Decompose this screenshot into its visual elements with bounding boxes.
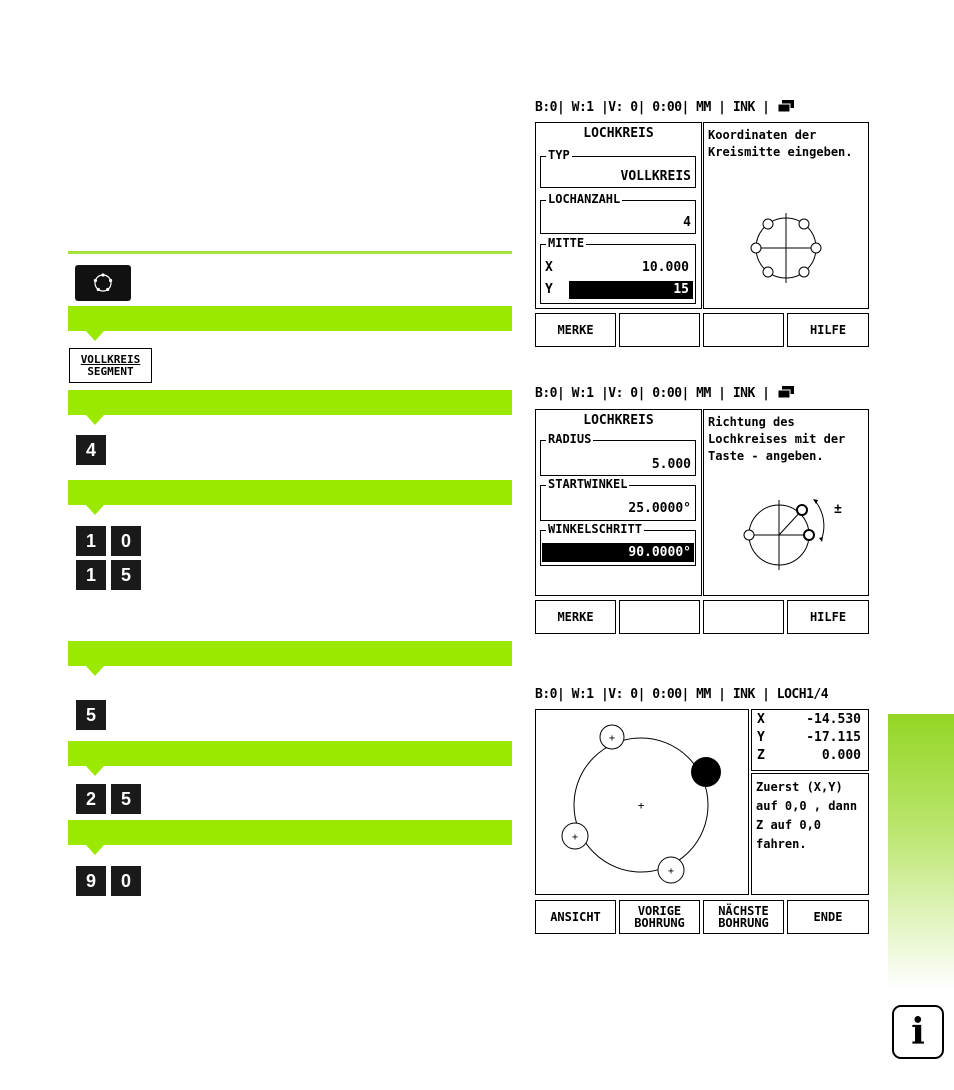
svg-text:+: + bbox=[571, 832, 579, 843]
status-line: B:0| W:1 |V: 0| 0:00| MM | INK | bbox=[535, 386, 875, 406]
lochkreis-form bbox=[535, 122, 702, 309]
key-9[interactable]: 9 bbox=[76, 866, 106, 896]
y-input-highlight[interactable]: 15 bbox=[569, 281, 693, 299]
form-title: LOCHKREIS bbox=[583, 126, 654, 141]
key-4[interactable]: 4 bbox=[76, 435, 106, 465]
circle-center-illustration bbox=[741, 203, 831, 293]
step-bar-3 bbox=[68, 480, 512, 505]
hilfe-softkey[interactable]: HILFE bbox=[787, 600, 869, 634]
step-bar-6 bbox=[68, 820, 512, 845]
startwinkel-field[interactable]: STARTWINKEL 25.0000° bbox=[540, 485, 696, 521]
pos-y-row: Y -17.115 bbox=[757, 730, 861, 745]
ansicht-softkey[interactable]: ANSICHT bbox=[535, 900, 616, 934]
empty-softkey-2[interactable] bbox=[619, 313, 700, 347]
status-line: B:0| W:1 |V: 0| 0:00| MM | INK | LOCH1/4 bbox=[535, 687, 829, 702]
status-line: B:0| W:1 |V: 0| 0:00| MM | INK | bbox=[535, 100, 875, 120]
radius-field[interactable]: RADIUS 5.000 bbox=[540, 440, 696, 476]
step-bar-1 bbox=[68, 306, 512, 331]
form-title: LOCHKREIS bbox=[583, 413, 654, 428]
bolt-circle-graphic bbox=[536, 710, 748, 894]
key-2[interactable]: 2 bbox=[76, 784, 106, 814]
mitte-y-row[interactable]: Y 15 bbox=[543, 281, 693, 299]
svg-text:+: + bbox=[667, 866, 675, 877]
step-bar-5 bbox=[68, 741, 512, 766]
empty-softkey-2[interactable] bbox=[619, 600, 700, 634]
step-bar-4 bbox=[68, 641, 512, 666]
mitte-field: MITTE X 10.000 Y 15 bbox=[540, 244, 696, 304]
svg-text:+: + bbox=[608, 733, 616, 744]
info-icon: i bbox=[892, 1005, 944, 1059]
help-text: Koordinaten der Kreismitte eingeben. bbox=[708, 128, 853, 159]
help-text: Richtung des Lochkreises mit der Taste - angeben. bbox=[708, 415, 846, 463]
plus-minus-symbol: ± bbox=[834, 502, 842, 517]
key-5[interactable]: 5 bbox=[111, 560, 141, 590]
lochkreis-form bbox=[535, 409, 702, 596]
key-5[interactable]: 5 bbox=[76, 700, 106, 730]
help-text: Zuerst (X,Y) auf 0,0 , dann Z auf 0,0 fahren. bbox=[756, 780, 858, 851]
section-divider bbox=[68, 251, 512, 254]
help-pane bbox=[703, 122, 869, 309]
typ-field[interactable]: TYP VOLLKREIS bbox=[540, 156, 696, 188]
lochanzahl-field[interactable]: LOCHANZAHL 4 bbox=[540, 200, 696, 234]
step-bar-2 bbox=[68, 390, 512, 415]
mitte-x-row[interactable]: X 10.000 bbox=[545, 260, 689, 275]
key-1[interactable]: 1 bbox=[76, 560, 106, 590]
window-stack-icon bbox=[777, 386, 795, 398]
pos-x-row: X -14.530 bbox=[757, 712, 861, 727]
softkey-line1: VOLLKREIS bbox=[80, 352, 141, 366]
hilfe-softkey[interactable]: HILFE bbox=[787, 313, 869, 347]
merke-softkey[interactable]: MERKE bbox=[535, 313, 616, 347]
help-pane bbox=[703, 409, 869, 596]
circle-direction-illustration bbox=[734, 490, 844, 570]
svg-text:+: + bbox=[637, 799, 645, 812]
key-0[interactable]: 0 bbox=[111, 526, 141, 556]
graphic-view bbox=[535, 709, 749, 895]
vollkreis-segment-softkey[interactable] bbox=[69, 348, 152, 383]
key-0[interactable]: 0 bbox=[111, 866, 141, 896]
winkelschritt-field[interactable]: WINKELSCHRITT 90.0000° bbox=[540, 530, 696, 566]
position-display bbox=[751, 709, 869, 771]
winkelschritt-highlight: 90.0000° bbox=[542, 543, 694, 562]
bolt-hole-circle-key[interactable] bbox=[75, 265, 131, 301]
naechste-bohrung-softkey[interactable]: NÄCHSTE BOHRUNG bbox=[703, 900, 784, 934]
window-stack-icon bbox=[777, 100, 795, 112]
chapter-tab bbox=[888, 714, 954, 990]
key-5[interactable]: 5 bbox=[111, 784, 141, 814]
ende-softkey[interactable]: ENDE bbox=[787, 900, 869, 934]
bolt-hole-circle-icon bbox=[91, 271, 115, 295]
softkey-line2: SEGMENT bbox=[87, 364, 134, 378]
merke-softkey[interactable]: MERKE bbox=[535, 600, 616, 634]
vorige-bohrung-softkey[interactable]: VORIGE BOHRUNG bbox=[619, 900, 700, 934]
pos-z-row: Z 0.000 bbox=[757, 748, 861, 763]
help-pane bbox=[751, 773, 869, 895]
key-1[interactable]: 1 bbox=[76, 526, 106, 556]
empty-softkey-3[interactable] bbox=[703, 600, 784, 634]
empty-softkey-3[interactable] bbox=[703, 313, 784, 347]
